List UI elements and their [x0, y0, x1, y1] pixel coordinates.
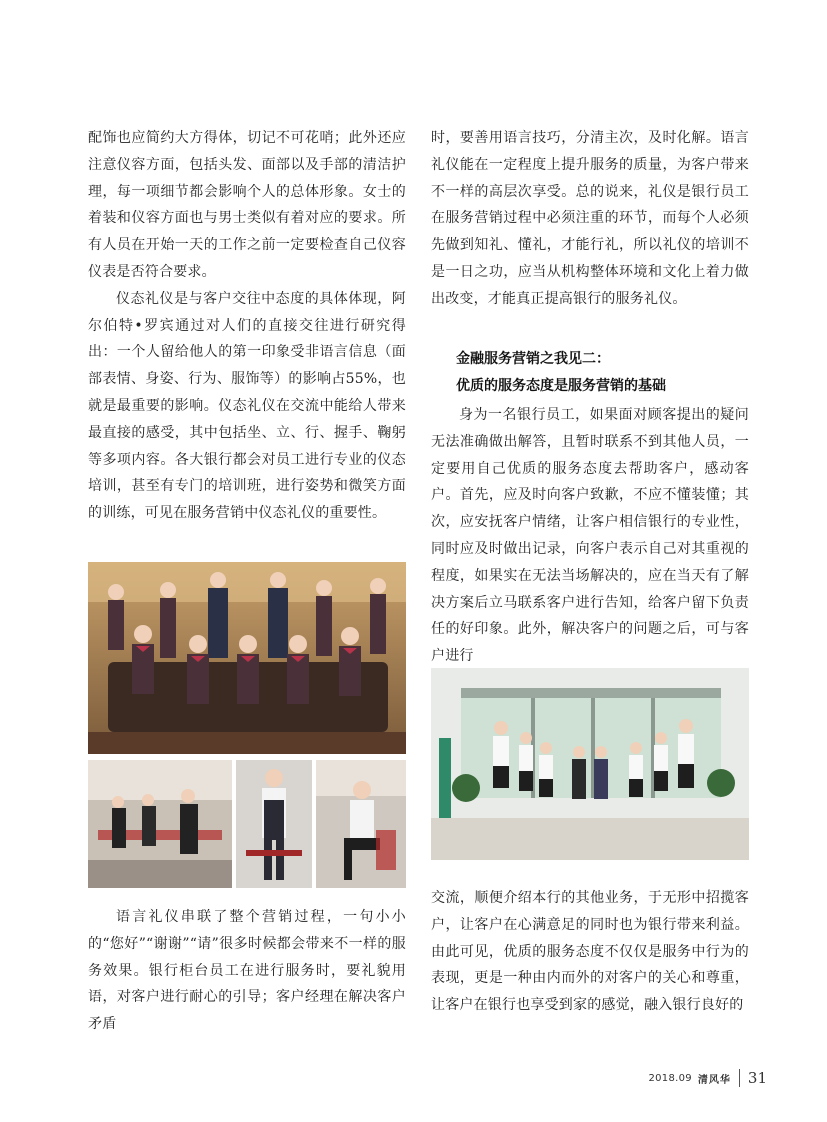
- left-column-top: [88, 125, 406, 527]
- training-photo-1: [88, 760, 232, 888]
- staff-group-photo: [88, 562, 406, 754]
- training-photo-3: [316, 760, 406, 888]
- paragraph: 交流，顺便介绍本行的其他业务，于无形中招揽客户，让客户在心满意足的同时也为银行带来利益。由此可见，优质的服务态度不仅仅是服务中行为的表现，更是一种由内而外的对客户的关心和尊重，让客户在银行也享受到家的感觉，融入银行良好的: [431, 890, 749, 1014]
- right-column-top: [431, 125, 749, 313]
- left-column-bottom: [88, 904, 406, 1038]
- paragraph: 身为一名银行员工，如果面对顾客提出的疑问无法准确做出解答，且暂时联系不到其他人员，一定要用自己优质的服务态度去帮助客户，感动客户。首先，应及时向客户致歉，不应不懂装懂；其次，应安抚客户情绪，让客户相信银行的专业性，同时应及时做出记录，向客户表示自己对其重视的程度，如果实在无法当场解决的，应在当天有了解决方案后立马联系客户进行告知，给客户留下负责任的好印象。此外，解决客户的问题之后，可与客户进行: [431, 407, 749, 665]
- section-heading-line-1: 金融服务营销之我见二：: [456, 351, 610, 367]
- page-number: 31: [747, 1069, 767, 1087]
- footer-divider: [739, 1069, 740, 1087]
- paragraph: 配饰也应简约大方得体，切记不可花哨；此外还应注意仪容方面，包括头发、面部以及手部的清洁护理，每一项细节都会影响个人的总体形象。女士的着装和仪容方面也与男士类似有着对应的要求。所有人员在开始一天的工作之前一定要检查自己仪容仪表是否符合要求。: [88, 130, 406, 280]
- right-column-bottom: [431, 885, 749, 1019]
- magazine-name: 清风华: [697, 1074, 731, 1086]
- training-photo-2: [236, 760, 312, 888]
- section-heading-line-2: 优质的服务态度是服务营销的基础: [456, 378, 666, 394]
- paragraph: 仪态礼仪是与客户交往中态度的具体体现，阿尔伯特•罗宾通过对人们的直接交往进行研究得出：一个人留给他人的第一印象受非语言信息（面部表情、身姿、行为、服饰等）的影响占55%，也就是最重要的影响。仪态礼仪在交流中能给人带来最直接的感受，其中包括坐、立、行、握手、鞠躬等多项内容。各大银行都会对员工进行专业的仪态培训，甚至有专门的培训班，进行姿势和微笑方面的训练，可见在服务营销中仪态礼仪的重要性。: [88, 290, 406, 522]
- bank-lobby-photo: [431, 668, 749, 860]
- right-column-mid: [431, 402, 749, 670]
- paragraph: 时，要善用语言技巧，分清主次，及时化解。语言礼仪能在一定程度上提升服务的质量，为客户带来不一样的高层次享受。总的说来，礼仪是银行员工在服务营销过程中必须注重的环节，而每个人必须先做到知礼、懂礼，才能行礼，所以礼仪的培训不是一日之功，应当从机构整体环境和文化上着力做出改变，才能真正提高银行的服务礼仪。: [431, 130, 749, 307]
- issue-date: 2018.09: [648, 1072, 692, 1084]
- paragraph: 语言礼仪串联了整个营销过程，一句小小的“您好”“谢谢”“请”很多时候都会带来不一样的服务效果。银行柜台员工在进行服务时，要礼貌用语，对客户进行耐心的引导；客户经理在解决客户矛盾: [88, 909, 406, 1033]
- page-footer: [648, 1066, 767, 1090]
- section-heading: [456, 346, 750, 400]
